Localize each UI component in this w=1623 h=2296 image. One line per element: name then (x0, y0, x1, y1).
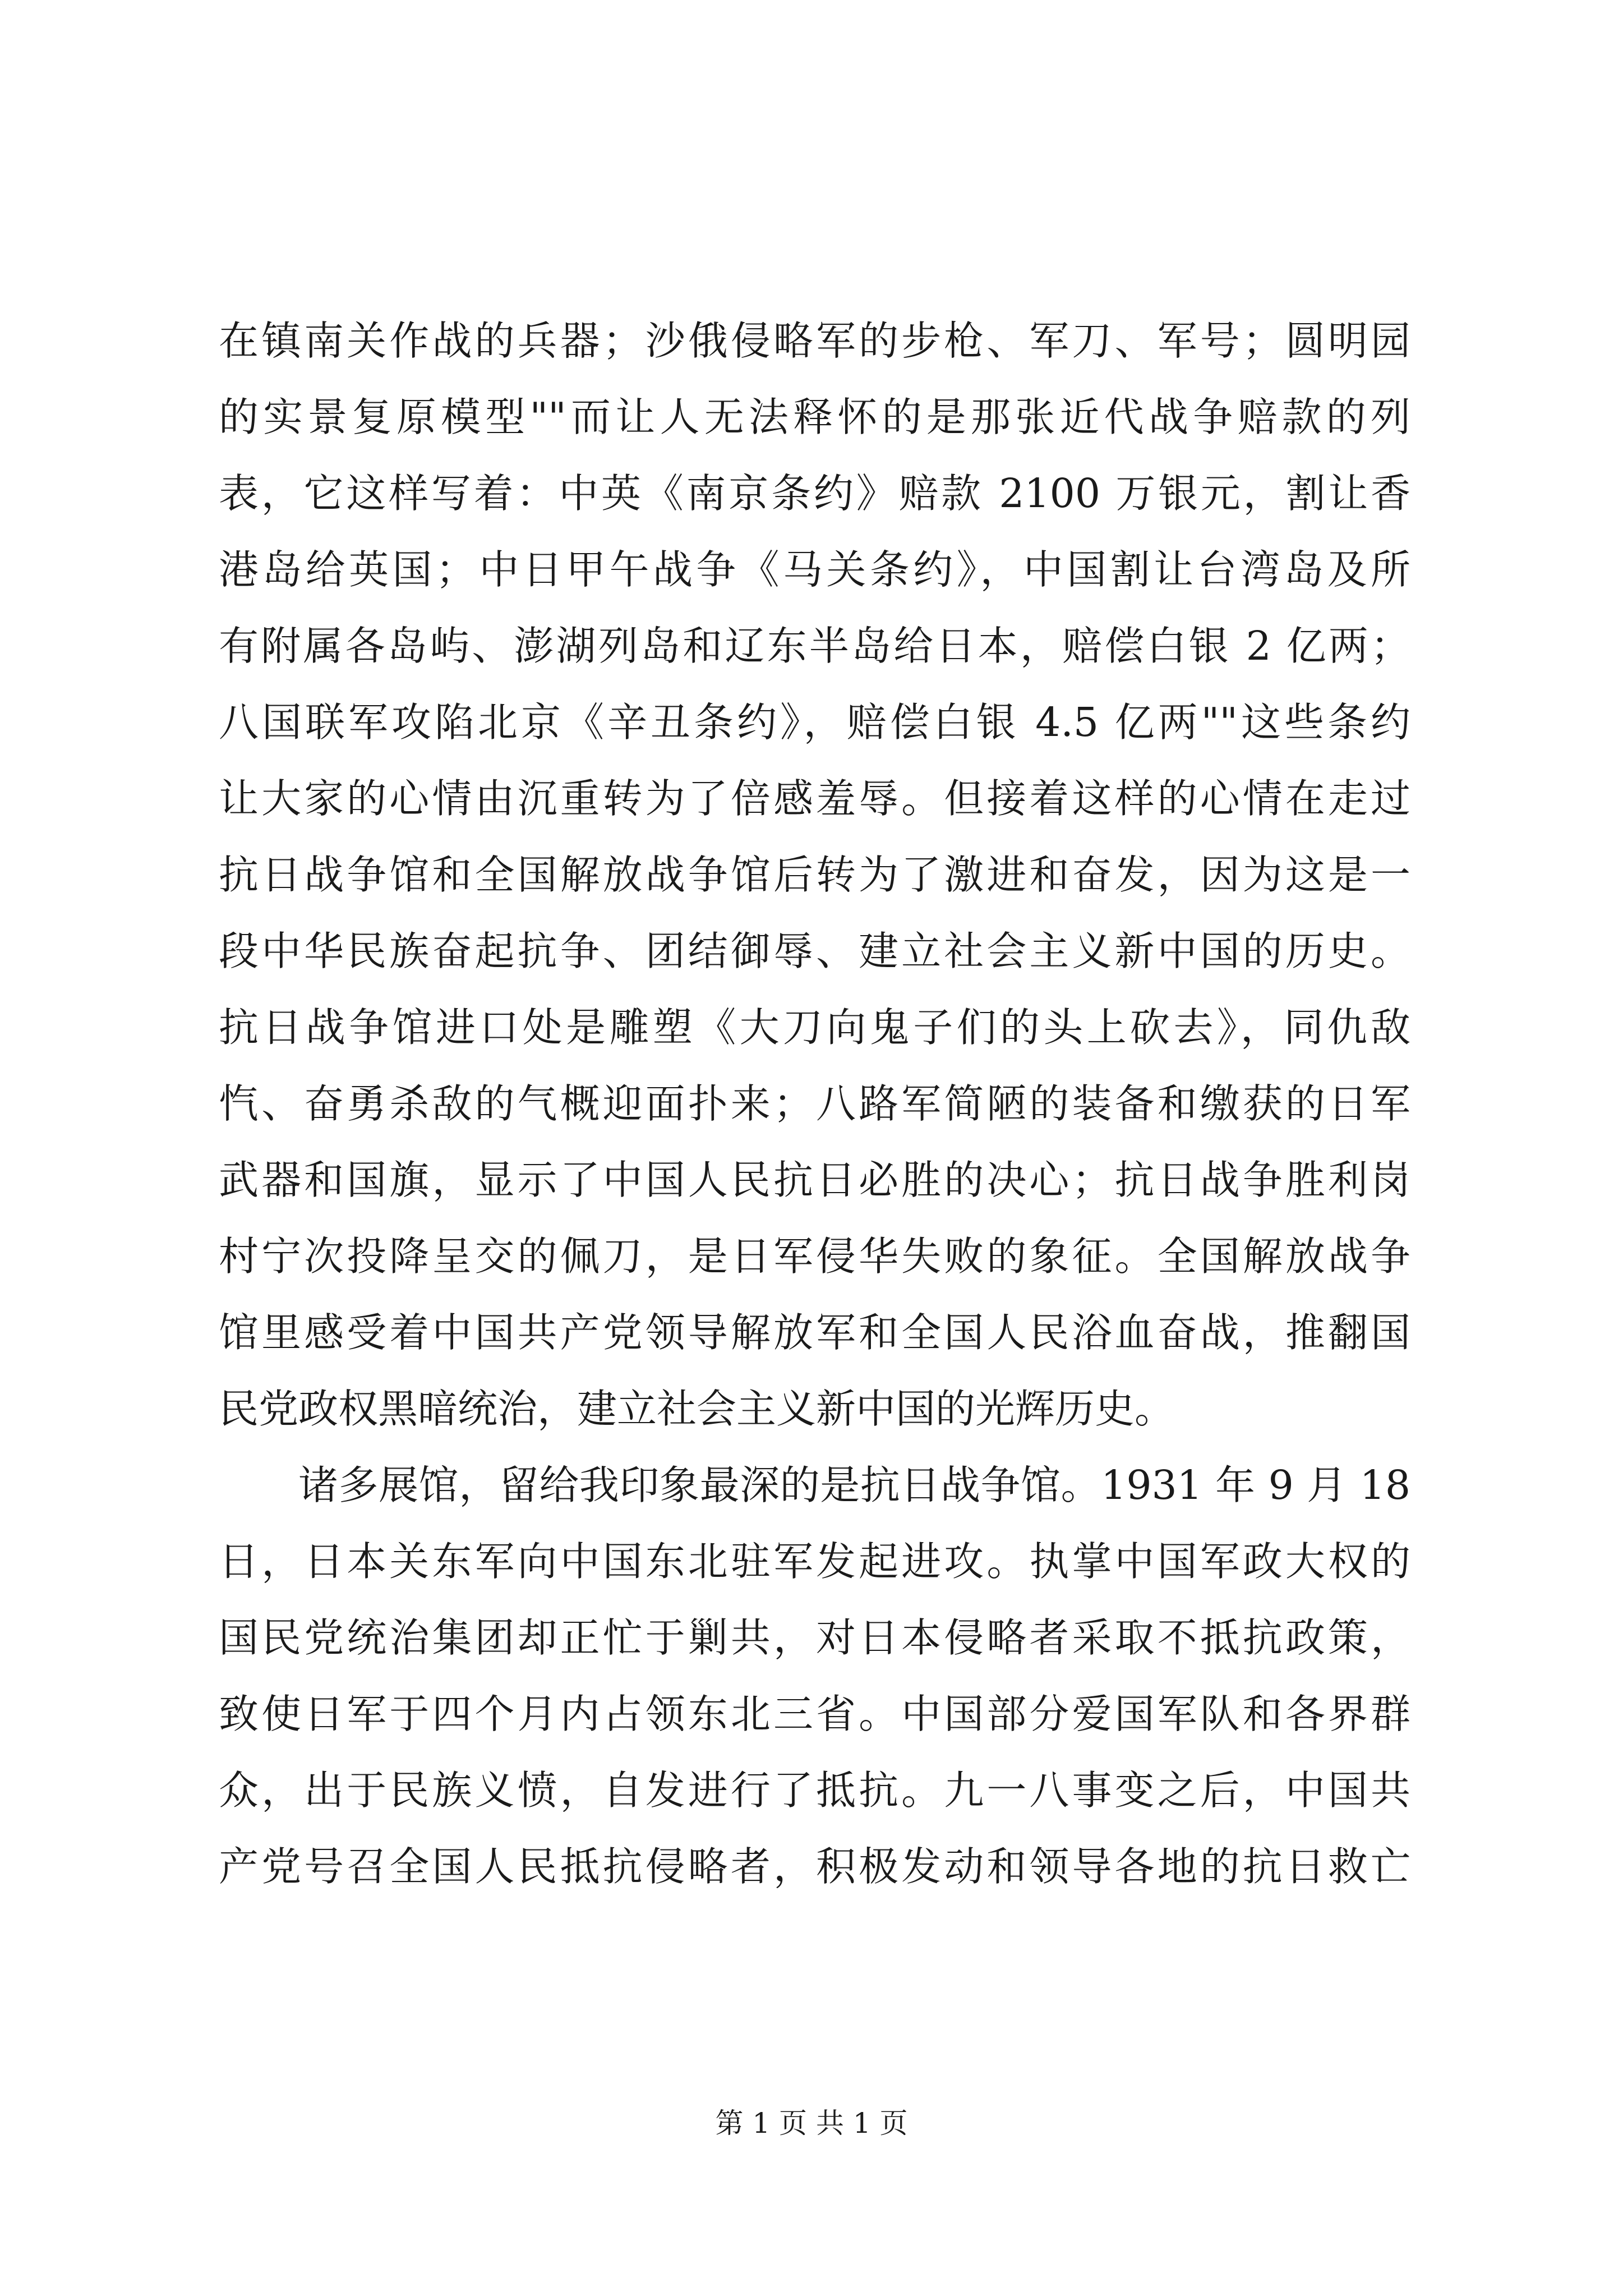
page-footer (0, 2104, 1623, 2143)
text-line: 让大家的心情由沉重转为了倍感羞辱。但接着这样的心情在走过 (219, 775, 1410, 822)
text-line: 武器和国旗，显示了中国人民抗日必胜的决心；抗日战争胜利岗 (219, 1157, 1410, 1203)
text-line: 国民党统治集团却正忙于剿共，对日本侵略者采取不抵抗政策， (219, 1614, 1410, 1661)
text-line: 港岛给英国；中日甲午战争《马关条约》，中国割让台湾岛及所 (219, 546, 1410, 593)
text-line: 日，日本关东军向中国东北驻军发起进攻。执掌中国军政大权的 (219, 1538, 1410, 1585)
page-number-label: 第 1 页 共 1 页 (715, 2107, 908, 2139)
text-line: 产党号召全国人民抵抗侵略者，积极发动和领导各地的抗日救亡 (219, 1843, 1410, 1890)
body-text (219, 303, 1410, 1905)
text-line: 众，出于民族义愤，自发进行了抵抗。九一八事变之后，中国共 (219, 1767, 1410, 1814)
text-line: 抗日战争馆和全国解放战争馆后转为了激进和奋发，因为这是一 (219, 852, 1410, 898)
text-line: 段中华民族奋起抗争、团结御辱、建立社会主义新中国的历史。 (219, 928, 1410, 974)
text-line: 表，它这样写着：中英《南京条约》赔款 2100 万银元，割让香 (219, 470, 1410, 517)
text-line: 忾、奋勇杀敌的气概迎面扑来；八路军简陋的装备和缴获的日军 (219, 1080, 1410, 1127)
text-line: 诸多展馆，留给我印象最深的是抗日战争馆。1931 年 9 月 18 (298, 1462, 1410, 1508)
text-line: 致使日军于四个月内占领东北三省。中国部分爱国军队和各界群 (219, 1691, 1410, 1737)
text-line: 村宁次投降呈交的佩刀，是日军侵华失败的象征。全国解放战争 (219, 1233, 1410, 1280)
text-line: 的实景复原模型""而让人无法释怀的是那张近代战争赔款的列 (219, 394, 1410, 440)
text-line: 在镇南关作战的兵器；沙俄侵略军的步枪、军刀、军号；圆明园 (219, 318, 1410, 364)
text-line: 民党政权黑暗统治，建立社会主义新中国的光辉历史。 (219, 1386, 1175, 1432)
text-line: 有附属各岛屿、澎湖列岛和辽东半岛给日本，赔偿白银 2 亿两； (219, 623, 1410, 669)
text-line: 馆里感受着中国共产党领导解放军和全国人民浴血奋战，推翻国 (219, 1309, 1410, 1356)
text-line: 八国联军攻陷北京《辛丑条约》，赔偿白银 4.5 亿两""这些条约 (219, 699, 1410, 746)
text-line: 抗日战争馆进口处是雕塑《大刀向鬼子们的头上砍去》，同仇敌 (219, 1004, 1410, 1051)
